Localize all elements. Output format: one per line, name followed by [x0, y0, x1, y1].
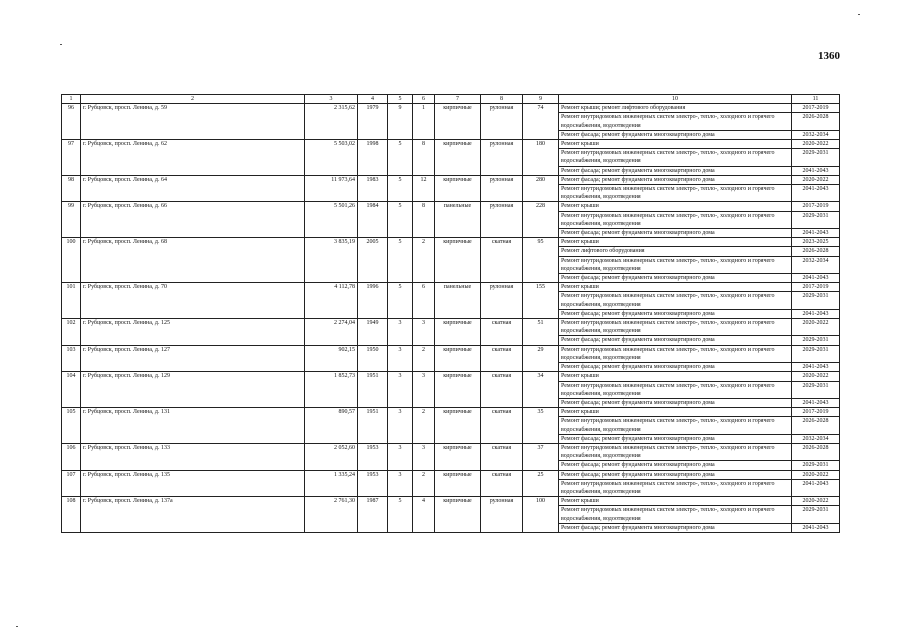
area-cell: 2 052,60	[305, 443, 358, 470]
repair-period-cell: 2041-2043	[792, 363, 840, 372]
repair-work-cell: Ремонт фасада; ремонт фундамента многоквартирного дома	[559, 130, 792, 139]
repair-work-cell: Ремонт фасада; ремонт фундамента многоквартирного дома	[559, 363, 792, 372]
repair-work-cell: Ремонт внутридомовых инженерных систем электро-, тепло-, холодного и горячего водоснабжения, водоотведения	[559, 113, 792, 130]
repair-period-cell: 2020-2022	[792, 372, 840, 381]
repair-period-cell: 2041-2043	[792, 166, 840, 175]
address-cell: г. Рубцовск, просп. Ленина, д. 64	[81, 175, 305, 202]
address-cell: г. Рубцовск, просп. Ленина, д. 133	[81, 443, 305, 470]
repair-period-cell: 2041-2043	[792, 309, 840, 318]
row-number-cell: 105	[62, 408, 81, 444]
area-cell: 5 503,02	[305, 140, 358, 176]
roof-type-cell: скатная	[481, 408, 523, 444]
row-number-cell: 107	[62, 470, 81, 497]
repair-period-cell: 2029-2031	[792, 345, 840, 362]
repair-work-cell: Ремонт внутридомовых инженерных систем электро-, тепло-, холодного и горячего водоснабжения, водоотведения	[559, 256, 792, 273]
repair-work-cell: Ремонт крыши	[559, 238, 792, 247]
wall-material-cell: кирпичные	[435, 238, 481, 283]
column-header: 10	[559, 95, 792, 104]
address-cell: г. Рубцовск, просп. Ленина, д. 59	[81, 104, 305, 140]
entrances-cell: 3	[413, 319, 435, 346]
area-cell: 11 973,64	[305, 175, 358, 202]
area-cell: 902,15	[305, 345, 358, 372]
table-row	[62, 140, 840, 149]
row-number-cell: 108	[62, 497, 81, 533]
repair-work-cell: Ремонт фасада; ремонт фундамента многоквартирного дома	[559, 274, 792, 283]
address-cell: г. Рубцовск, просп. Ленина, д. 129	[81, 372, 305, 408]
repair-period-cell: 2041-2043	[792, 185, 840, 202]
repair-period-cell: 2029-2031	[792, 211, 840, 228]
repair-period-cell: 2029-2031	[792, 381, 840, 398]
repair-period-cell: 2020-2022	[792, 140, 840, 149]
column-header: 7	[435, 95, 481, 104]
wall-material-cell: панельные	[435, 202, 481, 238]
year-cell: 1949	[358, 319, 388, 346]
repair-work-cell: Ремонт внутридомовых инженерных систем электро-, тепло-, холодного и горячего водоснабжения, водоотведения	[559, 211, 792, 228]
table-row	[62, 372, 840, 381]
floors-cell: 3	[388, 470, 413, 497]
entrances-cell: 12	[413, 175, 435, 202]
repair-work-cell: Ремонт фасада; ремонт фундамента многоквартирного дома	[559, 470, 792, 479]
table-row	[62, 175, 840, 184]
roof-type-cell: скатная	[481, 443, 523, 470]
floors-cell: 5	[388, 140, 413, 176]
entrances-cell: 8	[413, 202, 435, 238]
column-header: 6	[413, 95, 435, 104]
repair-work-cell: Ремонт крыши	[559, 372, 792, 381]
repair-work-cell: Ремонт фасада; ремонт фундамента многоквартирного дома	[559, 229, 792, 238]
wall-material-cell: кирпичные	[435, 372, 481, 408]
roof-type-cell: скатная	[481, 345, 523, 372]
address-cell: г. Рубцовск, просп. Ленина, д. 131	[81, 408, 305, 444]
entrances-cell: 2	[413, 470, 435, 497]
repair-period-cell: 2029-2031	[792, 506, 840, 523]
repair-period-cell: 2032-2034	[792, 130, 840, 139]
repair-work-cell: Ремонт внутридомовых инженерных систем электро-, тепло-, холодного и горячего водоснабжения, водоотведения	[559, 292, 792, 309]
repair-work-cell: Ремонт внутридомовых инженерных систем электро-, тепло-, холодного и горячего водоснабжения, водоотведения	[559, 479, 792, 496]
year-cell: 1987	[358, 497, 388, 533]
row-number-cell: 103	[62, 345, 81, 372]
repair-period-cell: 2020-2022	[792, 497, 840, 506]
repair-period-cell: 2020-2022	[792, 319, 840, 336]
repair-work-cell: Ремонт внутридомовых инженерных систем электро-, тепло-, холодного и горячего водоснабжения, водоотведения	[559, 319, 792, 336]
repair-period-cell: 2041-2043	[792, 523, 840, 532]
repair-work-cell: Ремонт фасада; ремонт фундамента многоквартирного дома	[559, 175, 792, 184]
roof-type-cell: рулонная	[481, 140, 523, 176]
repair-work-cell: Ремонт фасада; ремонт фундамента многоквартирного дома	[559, 336, 792, 345]
year-cell: 1984	[358, 202, 388, 238]
area-cell: 2 315,62	[305, 104, 358, 140]
year-cell: 1979	[358, 104, 388, 140]
floors-cell: 5	[388, 175, 413, 202]
row-number-cell: 102	[62, 319, 81, 346]
area-cell: 2 761,30	[305, 497, 358, 533]
residents-cell: 25	[523, 470, 559, 497]
table-row	[62, 345, 840, 362]
row-number-cell: 96	[62, 104, 81, 140]
address-cell: г. Рубцовск, просп. Ленина, д. 137а	[81, 497, 305, 533]
repair-schedule-table-wrapper	[61, 94, 839, 533]
wall-material-cell: кирпичные	[435, 140, 481, 176]
entrances-cell: 2	[413, 345, 435, 372]
repair-period-cell: 2026-2028	[792, 443, 840, 460]
repair-period-cell: 2020-2022	[792, 175, 840, 184]
floors-cell: 9	[388, 104, 413, 140]
year-cell: 1951	[358, 408, 388, 444]
table-row	[62, 104, 840, 113]
year-cell: 1998	[358, 140, 388, 176]
wall-material-cell: кирпичные	[435, 345, 481, 372]
page-number: 1360	[818, 50, 840, 62]
entrances-cell: 2	[413, 238, 435, 283]
column-header: 2	[81, 95, 305, 104]
address-cell: г. Рубцовск, просп. Ленина, д. 127	[81, 345, 305, 372]
area-cell: 2 274,04	[305, 319, 358, 346]
roof-type-cell: рулонная	[481, 497, 523, 533]
repair-work-cell: Ремонт внутридомовых инженерных систем электро-, тепло-, холодного и горячего водоснабжения, водоотведения	[559, 417, 792, 434]
entrances-cell: 3	[413, 443, 435, 470]
floors-cell: 5	[388, 283, 413, 319]
repair-period-cell: 2023-2025	[792, 238, 840, 247]
year-cell: 1996	[358, 283, 388, 319]
repair-period-cell: 2029-2031	[792, 149, 840, 166]
repair-period-cell: 2029-2031	[792, 292, 840, 309]
floors-cell: 5	[388, 238, 413, 283]
wall-material-cell: кирпичные	[435, 175, 481, 202]
roof-type-cell: рулонная	[481, 175, 523, 202]
table-row	[62, 470, 840, 479]
table-row	[62, 238, 840, 247]
floors-cell: 3	[388, 372, 413, 408]
floors-cell: 3	[388, 408, 413, 444]
table-row	[62, 319, 840, 336]
repair-work-cell: Ремонт фасада; ремонт фундамента многоквартирного дома	[559, 166, 792, 175]
repair-work-cell: Ремонт фасада; ремонт фундамента многоквартирного дома	[559, 398, 792, 407]
repair-period-cell: 2017-2019	[792, 202, 840, 211]
floors-cell: 3	[388, 319, 413, 346]
repair-work-cell: Ремонт лифтового оборудования	[559, 247, 792, 256]
entrances-cell: 1	[413, 104, 435, 140]
area-cell: 1 852,73	[305, 372, 358, 408]
repair-work-cell: Ремонт внутридомовых инженерных систем электро-, тепло-, холодного и горячего водоснабжения, водоотведения	[559, 506, 792, 523]
entrances-cell: 3	[413, 372, 435, 408]
repair-period-cell: 2041-2043	[792, 229, 840, 238]
floors-cell: 5	[388, 497, 413, 533]
wall-material-cell: кирпичные	[435, 319, 481, 346]
area-cell: 4 112,78	[305, 283, 358, 319]
column-header: 11	[792, 95, 840, 104]
column-header: 5	[388, 95, 413, 104]
residents-cell: 280	[523, 175, 559, 202]
column-header: 3	[305, 95, 358, 104]
column-header: 1	[62, 95, 81, 104]
address-cell: г. Рубцовск, просп. Ленина, д. 125	[81, 319, 305, 346]
year-cell: 1951	[358, 372, 388, 408]
residents-cell: 35	[523, 408, 559, 444]
table-row	[62, 202, 840, 211]
wall-material-cell: кирпичные	[435, 497, 481, 533]
area-cell: 3 835,19	[305, 238, 358, 283]
residents-cell: 74	[523, 104, 559, 140]
year-cell: 1983	[358, 175, 388, 202]
roof-type-cell: скатная	[481, 319, 523, 346]
area-cell: 5 501,26	[305, 202, 358, 238]
repair-period-cell: 2017-2019	[792, 283, 840, 292]
row-number-cell: 100	[62, 238, 81, 283]
wall-material-cell: панельные	[435, 283, 481, 319]
repair-work-cell: Ремонт внутридомовых инженерных систем электро-, тепло-, холодного и горячего водоснабжения, водоотведения	[559, 443, 792, 460]
floors-cell: 3	[388, 345, 413, 372]
residents-cell: 100	[523, 497, 559, 533]
repair-period-cell: 2041-2043	[792, 398, 840, 407]
repair-period-cell: 2032-2034	[792, 256, 840, 273]
floors-cell: 5	[388, 202, 413, 238]
row-number-cell: 99	[62, 202, 81, 238]
scan-speck	[16, 626, 18, 627]
entrances-cell: 8	[413, 140, 435, 176]
repair-period-cell: 2026-2028	[792, 417, 840, 434]
floors-cell: 3	[388, 443, 413, 470]
row-number-cell: 97	[62, 140, 81, 176]
residents-cell: 95	[523, 238, 559, 283]
repair-period-cell: 2041-2043	[792, 479, 840, 496]
roof-type-cell: скатная	[481, 238, 523, 283]
repair-work-cell: Ремонт внутридомовых инженерных систем электро-, тепло-, холодного и горячего водоснабжения, водоотведения	[559, 381, 792, 398]
table-row	[62, 283, 840, 292]
repair-period-cell: 2032-2034	[792, 434, 840, 443]
address-cell: г. Рубцовск, просп. Ленина, д. 66	[81, 202, 305, 238]
repair-period-cell: 2026-2028	[792, 113, 840, 130]
address-cell: г. Рубцовск, просп. Ленина, д. 70	[81, 283, 305, 319]
year-cell: 1950	[358, 345, 388, 372]
table-row	[62, 443, 840, 460]
column-header: 9	[523, 95, 559, 104]
wall-material-cell: кирпичные	[435, 104, 481, 140]
repair-work-cell: Ремонт внутридомовых инженерных систем электро-, тепло-, холодного и горячего водоснабжения, водоотведения	[559, 185, 792, 202]
residents-cell: 37	[523, 443, 559, 470]
row-number-cell: 98	[62, 175, 81, 202]
repair-work-cell: Ремонт фасада; ремонт фундамента многоквартирного дома	[559, 523, 792, 532]
repair-work-cell: Ремонт крыши	[559, 408, 792, 417]
row-number-cell: 101	[62, 283, 81, 319]
year-cell: 1953	[358, 443, 388, 470]
repair-work-cell: Ремонт крыши	[559, 497, 792, 506]
residents-cell: 51	[523, 319, 559, 346]
repair-work-cell: Ремонт крыши	[559, 140, 792, 149]
column-header: 8	[481, 95, 523, 104]
area-cell: 1 335,24	[305, 470, 358, 497]
residents-cell: 228	[523, 202, 559, 238]
repair-work-cell: Ремонт фасада; ремонт фундамента многоквартирного дома	[559, 434, 792, 443]
table-row	[62, 408, 840, 417]
repair-work-cell: Ремонт крыши	[559, 202, 792, 211]
repair-schedule-table	[61, 94, 840, 533]
repair-period-cell: 2020-2022	[792, 470, 840, 479]
scan-speck	[60, 44, 62, 45]
wall-material-cell: кирпичные	[435, 470, 481, 497]
entrances-cell: 2	[413, 408, 435, 444]
address-cell: г. Рубцовск, просп. Ленина, д. 68	[81, 238, 305, 283]
table-body	[62, 104, 840, 533]
row-number-cell: 104	[62, 372, 81, 408]
area-cell: 890,57	[305, 408, 358, 444]
repair-work-cell: Ремонт фасада; ремонт фундамента многоквартирного дома	[559, 461, 792, 470]
repair-period-cell: 2026-2028	[792, 247, 840, 256]
repair-period-cell: 2029-2031	[792, 336, 840, 345]
residents-cell: 155	[523, 283, 559, 319]
repair-period-cell: 2041-2043	[792, 274, 840, 283]
column-header: 4	[358, 95, 388, 104]
roof-type-cell: скатная	[481, 372, 523, 408]
repair-work-cell: Ремонт внутридомовых инженерных систем электро-, тепло-, холодного и горячего водоснабжения, водоотведения	[559, 345, 792, 362]
repair-period-cell: 2017-2019	[792, 104, 840, 113]
repair-work-cell: Ремонт фасада; ремонт фундамента многоквартирного дома	[559, 309, 792, 318]
year-cell: 2005	[358, 238, 388, 283]
roof-type-cell: рулонная	[481, 202, 523, 238]
wall-material-cell: кирпичные	[435, 443, 481, 470]
repair-period-cell: 2029-2031	[792, 461, 840, 470]
roof-type-cell: рулонная	[481, 104, 523, 140]
repair-work-cell: Ремонт крыши; ремонт лифтового оборудования	[559, 104, 792, 113]
column-number-row	[62, 95, 840, 104]
residents-cell: 180	[523, 140, 559, 176]
entrances-cell: 6	[413, 283, 435, 319]
repair-work-cell: Ремонт внутридомовых инженерных систем электро-, тепло-, холодного и горячего водоснабжения, водоотведения	[559, 149, 792, 166]
scan-speck	[858, 14, 860, 15]
wall-material-cell: кирпичные	[435, 408, 481, 444]
repair-work-cell: Ремонт крыши	[559, 283, 792, 292]
row-number-cell: 106	[62, 443, 81, 470]
roof-type-cell: рулонная	[481, 283, 523, 319]
entrances-cell: 4	[413, 497, 435, 533]
year-cell: 1953	[358, 470, 388, 497]
repair-period-cell: 2017-2019	[792, 408, 840, 417]
address-cell: г. Рубцовск, просп. Ленина, д. 62	[81, 140, 305, 176]
residents-cell: 29	[523, 345, 559, 372]
address-cell: г. Рубцовск, просп. Ленина, д. 135	[81, 470, 305, 497]
table-row	[62, 497, 840, 506]
roof-type-cell: скатная	[481, 470, 523, 497]
residents-cell: 34	[523, 372, 559, 408]
